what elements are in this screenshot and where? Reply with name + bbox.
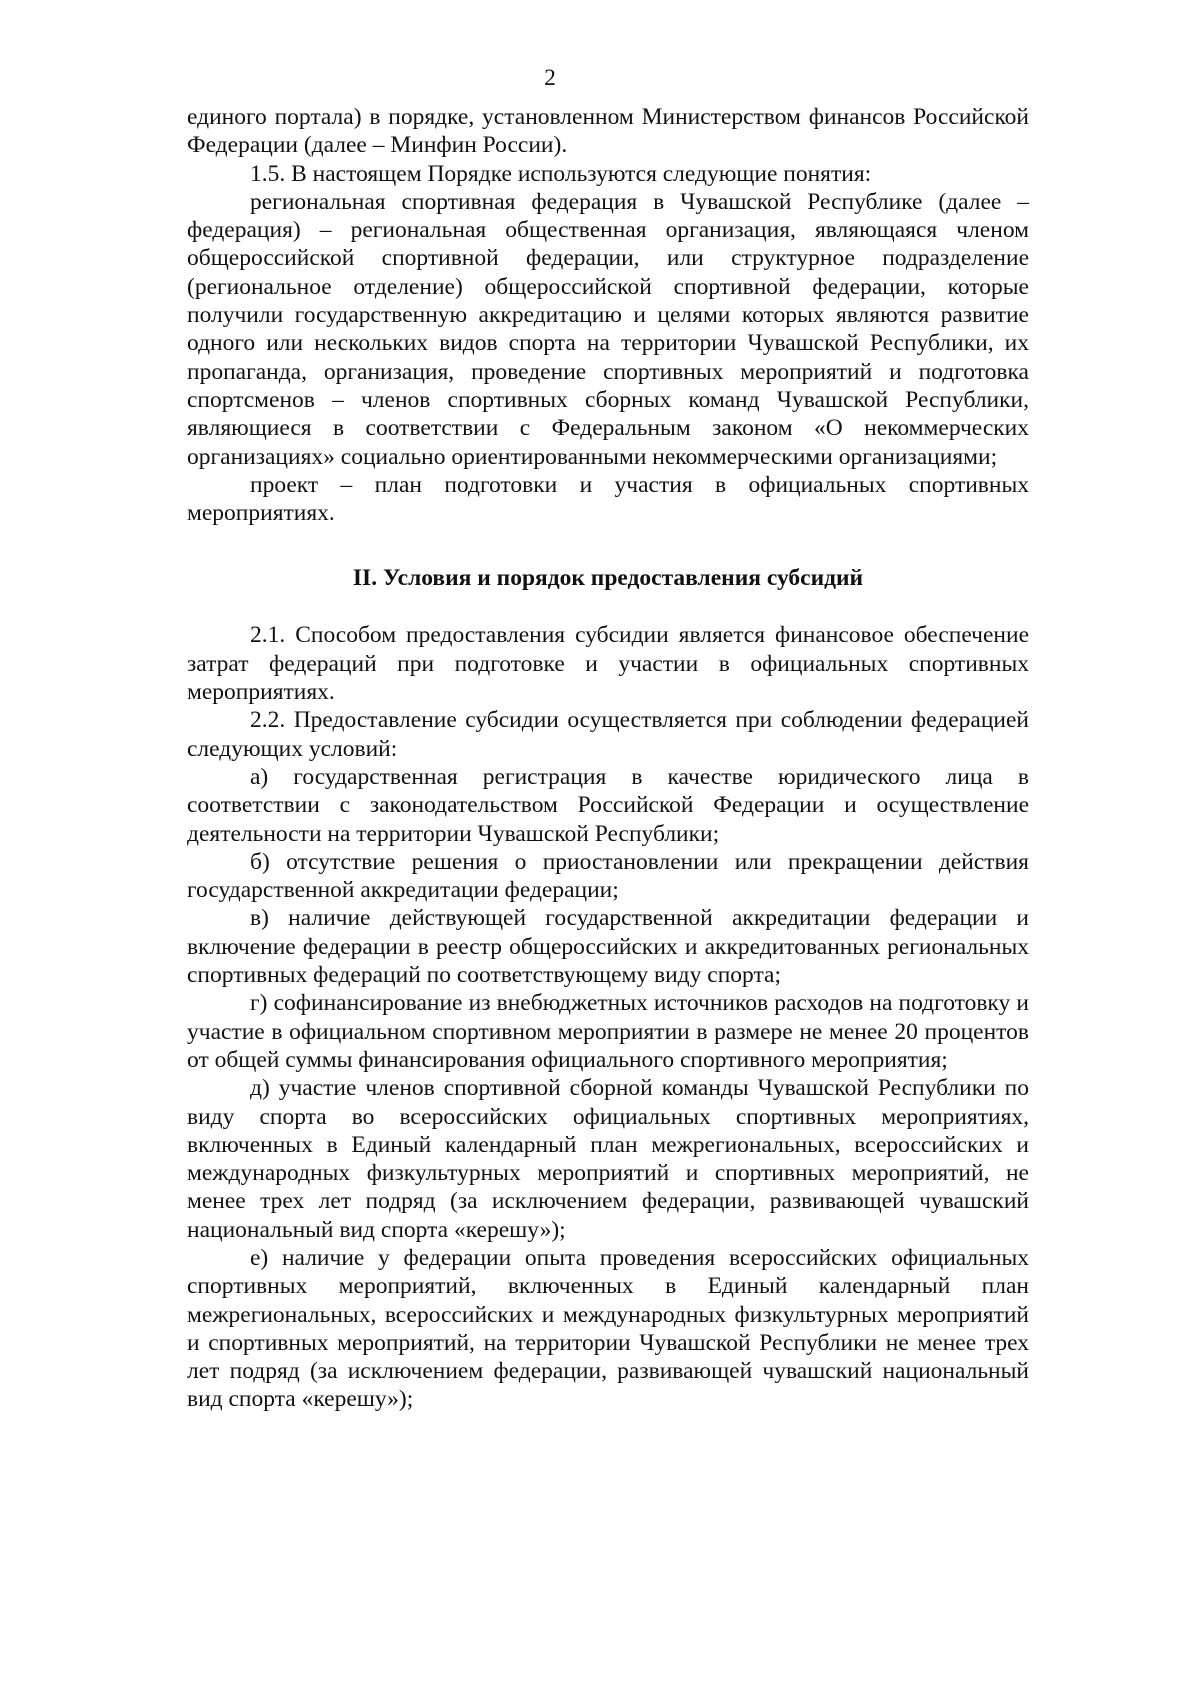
condition-d: д) участие членов спортивной сборной команды Чувашской Республики по виду спорта во всероссийских официальных спортивных мероприятиях, включенных в Единый календарный план межрегиональных, всероссийских и международных физкультурных мероприятий и спортивных мероприятий, не менее трех лет подряд (за исключением федерации, развивающей чувашский национальный вид спорта «керешу»); xyxy=(187,1075,1029,1243)
paragraph-2-2: 2.2. Предоставление субсидии осуществляется при соблюдении федерацией следующих условий: xyxy=(187,707,1029,762)
condition-g: г) софинансирование из внебюджетных источников расходов на подготовку и участие в официальном спортивном мероприятии в размере не менее 20 процентов от общей суммы финансирования официального спортивного мероприятия; xyxy=(187,990,1029,1073)
condition-b: б) отсутствие решения о приостановлении или прекращении действия государственной аккредитации федерации; xyxy=(187,848,1029,904)
condition-a: а) государственная регистрация в качестве юридического лица в соответствии с законодательством Российской Федерации и осуществление деятельности на территории Чувашской Республики; xyxy=(187,763,1029,847)
document-body xyxy=(187,103,1029,1414)
condition-e: е) наличие у федерации опыта проведения всероссийских официальных спортивных мероприятий, включенных в Единый календарный план межрегиональных, всероссийских и международных физкультурных мероприятий и спортивных мероприятий, на территории Чувашской Республики не менее трех лет подряд (за исключением федерации, развивающей чувашский национальный вид спорта «керешу»); xyxy=(187,1244,1029,1413)
definition-project: проект – план подготовки и участия в официальных спортивных мероприятиях. xyxy=(187,471,1029,527)
section-heading: II. Условия и порядок предоставления субсидий xyxy=(352,565,864,592)
paragraph-1-5: 1.5. В настоящем Порядке используются следующие понятия: xyxy=(250,160,872,187)
paragraph-continuation: единого портала) в порядке, установленном Министерством финансов Российской Федерации (далее – Минфин России). xyxy=(187,104,1029,159)
paragraph-2-1: 2.1. Способом предоставления субсидии является финансовое обеспечение затрат федераций при подготовке и участии в официальных спортивных мероприятиях. xyxy=(187,622,1029,706)
page-number: 2 xyxy=(544,65,556,91)
condition-v: в) наличие действующей государственной аккредитации федерации и включение федерации в реестр общероссийских и аккредитованных региональных спортивных федераций по соответствующему виду спорта; xyxy=(187,905,1029,989)
definition-federation: региональная спортивная федерация в Чувашской Республике (далее – федерация) – региональная общественная организация, являющаяся членом общероссийской спортивной федерации, или структурное подразделение (региональное отделение) общероссийской спортивной федерации, которые получили государственную аккредитацию и целями которых являются развитие одного или нескольких видов спорта на территории Чувашской Республики, их пропаганда, организация, проведение спортивных мероприятий и подготовка спортсменов – членов спортивных сборных команд Чувашской Республики, являющиеся в соответствии с Федеральным законом «О некоммерческих организациях» социально ориентированными некоммерческими организациями; xyxy=(187,188,1029,470)
